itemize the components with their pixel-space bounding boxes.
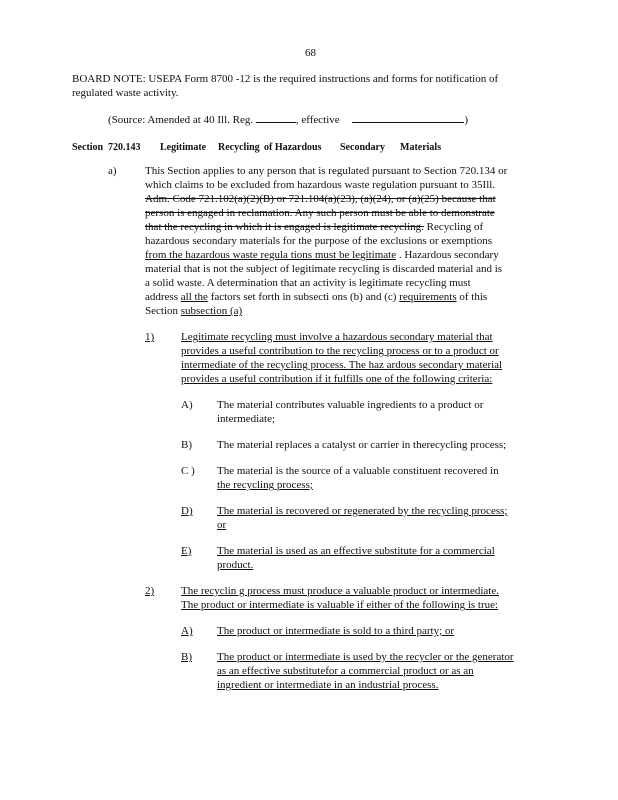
para-a-text: Recycling of [423,221,484,233]
para-a-text: factors set forth in subsecti ons (b) and (c) [207,291,397,303]
item-1-line: intermediate of the recycling process. The haz ardous secondary material [181,359,503,371]
para-a-line-mixed [145,304,242,319]
section-number: 720.143 [108,142,141,153]
item-1C-line: The material is the source of a valuable constituent recovered in [217,465,499,477]
section-label: Section [72,142,104,153]
para-a-inserted-text: requirements [399,291,457,303]
item-1-line: provides a useful contribution if it fulfills one of the following criteria: [181,373,493,385]
source-prefix: (Source: Amended at 40 Ill. Reg. [108,114,254,126]
item-2-line: The recyclin g process must produce a valuable product or intermediate. [181,585,499,597]
item-2B-line: as an effective substitutefor a commercial product or as an [217,665,474,677]
item-2-line: The product or intermediate is valuable if either of the following is true: [181,599,499,611]
section-title-word-5: Materials [400,142,442,153]
item-2B-label: B) [181,651,192,663]
item-1B-label: B) [181,439,192,451]
para-a-line-mixed [145,248,499,263]
para-a-line-mixed [145,290,487,305]
para-a-text: of this [456,291,488,303]
para-a-line: material that is not the subject of legitimate recycling is discarded material and is [145,263,503,275]
para-a-deleted-text: that the recycling in which it is engaged is legitimate recycling. [145,221,424,233]
para-a-line: This Section applies to any person that is regulated pursuant to Section 720.134 or [145,165,508,177]
item-1A-line: intermediate; [217,413,276,425]
source-suffix: ) [464,114,469,126]
board-note-line-2: regulated waste activity. [72,87,179,99]
item-1D-line: or [217,519,227,531]
para-a-text: . Hazardous secondary [396,249,499,261]
para-a-deleted-line: person is engaged in reclamation. Any such person must be able to demonstrate [145,207,495,219]
section-title-word-3: of Hazardous [264,142,322,153]
page-number: 68 [305,47,316,59]
para-a-line: a solid waste. A determination that an activity is legitimate recycling must [145,277,471,289]
source-effective-blank [352,112,464,123]
section-title-word-1: Legitimate [160,142,207,153]
item-2B-line: ingredient or intermediate in an industrial process. [217,679,439,691]
subsection-a-label: a) [108,165,117,177]
item-2A-line: The product or intermediate is sold to a third party; or [217,625,455,637]
item-1-line: provides a useful contribution to the recycling process or to a product or [181,345,499,357]
item-1C-line: the recycling process; [217,479,313,491]
item-1A-line: The material contributes valuable ingredients to a product or [217,399,484,411]
para-a-inserted-text: from the hazardous waste regula tions must be legitimate [145,249,397,261]
board-note-line-1: BOARD NOTE: USEPA Form 8700 -12 is the required instructions and forms for notification of [72,73,499,85]
source-reg-blank [256,112,296,123]
para-a-line: hazardous secondary materials for the purpose of the exclusions or exemptions [145,235,493,247]
item-1E-line: product. [217,559,254,571]
para-a-text: address [145,291,178,303]
item-1E-label: E) [181,545,192,557]
item-1C-label: C ) [181,465,195,477]
source-note [108,112,468,128]
item-1A-label: A) [181,399,193,411]
para-a-line: which claims to be excluded from hazardous waste regulation pursuant to 35Ill. [145,179,496,191]
para-a-text: Section [145,305,178,317]
item-1B-line: The material replaces a catalyst or carrier in therecycling process; [217,439,507,451]
item-1D-label: D) [181,505,193,517]
item-1D-line: The material is recovered or regenerated by the recycling process; [217,505,508,517]
item-2A-label: A) [181,625,193,637]
section-title-word-4: Secondary [340,142,385,153]
para-a-inserted-text: all the [180,291,208,303]
para-a-deleted-line: Adm. Code 721.102(a)(2)(B) or 721.104(a)(23), (a)(24), or (a)(25) because that [145,193,496,205]
item-1-label: 1) [145,331,155,343]
item-1-line: Legitimate recycling must involve a hazardous secondary material that [181,331,493,343]
item-2B-line: The product or intermediate is used by the recycler or the generator [217,651,514,663]
section-title-word-2: Recycling [218,142,260,153]
para-a-line-mixed [145,220,483,235]
item-2-label: 2) [145,585,155,597]
source-mid: , effective [295,114,340,126]
item-1E-line: The material is used as an effective substitute for a commercial [217,545,495,557]
para-a-inserted-text: subsection (a) [180,305,243,317]
